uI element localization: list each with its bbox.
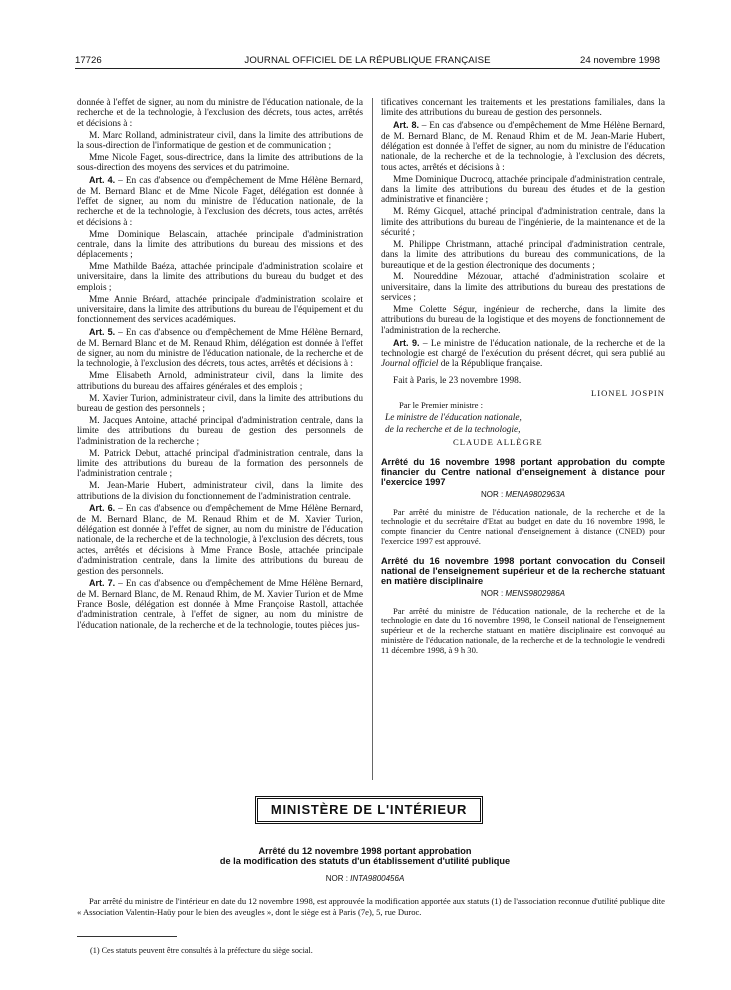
article-9 [381, 338, 665, 370]
arrete-body: Par arrêté du ministre de l'intérieur en date du 12 novembre 1998, est approuvée la modification apportée aux statuts (1) de l'association reconnue d'utilité publique dite « Association Valentin-Haüy pour le bien des aveugles », dont le siège est à Paris (7e), 5, rue Duroc. [77, 896, 665, 917]
paragraph: Mme Annie Bréard, attachée principale d'administration scolaire et universitaire, dans la limite des attributions du bureau de l'équipement et du fonctionnement des services académiques. [77, 294, 363, 326]
nor-reference [381, 589, 665, 599]
arrete-title: Arrêté du 16 novembre 1998 portant convocation du Conseil national de l'enseignement supérieur et de la recherche statuant en matière disciplinaire [381, 556, 665, 587]
paragraph: M. Rémy Gicquel, attaché principal d'administration centrale, dans la limite des attributions du bureau de l'ingénierie, de la maintenance et de la sécurité ; [381, 207, 665, 238]
article-6 [77, 503, 363, 576]
article-text: – En cas d'absence ou d'empêchement de Mme Hélène Bernard, de M. Bernard Blanc, de M. Renaud Rhim, de M. Xavier Turion et de Mme France Bosle, délégation est donnée à Mme Françoise Rastoll, attachée d'administration centrale, à l'effet de signer, au nom du ministre de l'éducation nationale, de la recherche et de la technologie, toutes pièces jus- [77, 579, 363, 631]
footnote: (1) Ces statuts peuvent être consultés à la préfecture du siège social. [90, 946, 313, 955]
column-separator [372, 98, 373, 780]
done-at: Fait à Paris, le 23 novembre 1998. [393, 375, 522, 386]
arrete-title: Arrêté du 16 novembre 1998 portant approbation du compte financier du Centre national d'enseignement à distance pour l'exercice 1997 [381, 457, 665, 488]
article-text: – En cas d'absence ou d'empêchement de Mme Hélène Bernard, de M. Bernard Blanc, de M. Renaud Rhim et de M. Jean-Marie Hubert, délégation est donnée à l'effet de signer, au nom du ministre de l'éducation nationale, de la recherche et de la technologie, à l'exclusion des décrets, tous actes, arrêtés et décisions à : [381, 121, 665, 173]
paragraph: M. Xavier Turion, administrateur civil, dans la limite des attributions du bureau de gestion des personnels ; [77, 393, 363, 414]
paragraph: tificatives concernant les traitements et les prestations familiales, dans la limite des attributions du bureau de gestion des personnels. [381, 98, 665, 119]
arrete-body: Par arrêté du ministre de l'éducation nationale, de la recherche et de la technologie et du secrétaire d'Etat au budget en date du 16 novembre 1998, le compte financier du Centre national d'enseignement à distance (CNED) pour l'exercice 1997 est approuvé. [381, 506, 665, 546]
page-number: 17726 [75, 55, 102, 66]
article-4 [77, 175, 363, 228]
header-rule [75, 68, 660, 69]
article-label: Art. 8. [393, 120, 419, 131]
article-label: Art. 4. [89, 175, 116, 186]
arrete-title-line: Arrêté du 12 novembre 1998 portant approbation [258, 846, 472, 856]
article-text: – Le ministre de l'éducation nationale, de la recherche et de la technologie est chargé de l'exécution du présent décret, qui sera publié au [381, 338, 665, 360]
paragraph: Mme Nicole Faget, sous-directrice, dans la limite des attributions de la sous-direction des moyens des services et du patrimoine. [77, 152, 363, 174]
article-text: – En cas d'absence ou d'empêchement de Mme Hélène Bernard, de M. Bernard Blanc, de M. Renaud Rhim et de M. Xavier Turion, délégation est donnée à l'effet de signer, au nom du ministre de l'éducation nationale, de la recherche et de la technologie, à l'exclusion des décrets, tous actes, arrêtés et décisions à Mme France Bosle, attachée principale d'administration centrale, dans la limite des attributions du bureau de gestion des personnels. [77, 504, 363, 577]
nor-reference [381, 490, 665, 500]
page-header [75, 55, 660, 69]
arrete-body: Par arrêté du ministre de l'éducation nationale, de la recherche et de la technologie en date du 16 novembre 1998, le Conseil national de l'enseignement supérieur et de la recherche statuant en matière disciplinaire est convoqué au ministère de l'éducation nationale, de la recherche et de la technologie le vendredi 11 décembre 1998, à 9 h 30. [381, 605, 665, 655]
minister-signature: CLAUDE ALLÈGRE [453, 436, 543, 447]
nor-label: NOR : [480, 490, 506, 500]
paragraph: M. Marc Rolland, administrateur civil, dans la limite des attributions de la sous-direction de l'informatique de gestion et de communication ; [77, 130, 363, 151]
article-label: Art. 6. [89, 503, 116, 514]
ministry-heading: MINISTÈRE DE L'INTÉRIEUR [255, 796, 483, 824]
pm-label: Par le Premier ministre : [399, 399, 484, 410]
paragraph: Mme Dominique Belascain, attachée principale d'administration centrale, dans la limite des attributions du bureau des missions et des déplacements ; [77, 229, 363, 261]
prime-minister-signature: LIONEL JOSPIN [590, 387, 665, 398]
article-label: Art. 5. [89, 327, 116, 338]
nor-reference [150, 874, 580, 883]
article-5 [77, 327, 363, 369]
arrete-title-line: de la modification des statuts d'un établissement d'utilité publique [219, 856, 511, 866]
paragraph: M. Philippe Christmann, attaché principal d'administration centrale, dans la limite des attributions du bureau des communications, de la bureautique et de la gestion électronique des documents ; [381, 239, 665, 271]
journal-name: Journal officiel [381, 359, 439, 370]
article-text: – En cas d'absence ou d'empêchement de Mme Hélène Bernard, de M. Bernard Blanc et de Mme Nicole Faget, délégation est donnée à l'effet de signer, au nom du ministre de l'éducation nationale, de la recherche et de la technologie, à l'exclusion des décrets, tous actes, arrêtés et décisions à : [77, 176, 363, 228]
footnote-rule [77, 936, 177, 937]
paragraph: M. Noureddine Mézouar, attaché d'administration scolaire et universitaire, dans la limite des attributions du bureau des prestations de services ; [381, 272, 665, 304]
nor-code: INTA9800456A [350, 874, 405, 883]
nor-label: NOR : [325, 874, 351, 883]
paragraph: M. Jacques Antoine, attaché principal d'administration centrale, dans la limite des attributions du bureau de gestion des personnels de l'administration de la recherche ; [77, 415, 363, 447]
article-8 [381, 120, 665, 173]
journal-title: JOURNAL OFFICIEL DE LA RÉPUBLIQUE FRANÇAISE [244, 55, 491, 66]
left-column [77, 98, 363, 633]
minister-title-line: Le ministre de l'éducation nationale, [385, 412, 522, 423]
paragraph: Mme Colette Ségur, ingénieur de recherche, dans la limite des attributions du bureau de la logistique et des moyens de fonctionnement de l'administration de la recherche. [381, 305, 665, 336]
issue-date: 24 novembre 1998 [579, 55, 660, 66]
paragraph: M. Patrick Debut, attaché principal d'administration centrale, dans la limite des attributions du bureau de la formation des personnels de l'administration centrale ; [77, 448, 363, 480]
right-column [381, 98, 665, 655]
article-label: Art. 7. [89, 578, 116, 589]
arrete-title [150, 846, 580, 866]
article-label: Art. 9. [393, 337, 420, 348]
nor-label: NOR : [480, 589, 506, 599]
minister-title-line: de la recherche et de la technologie, [385, 424, 521, 435]
article-text: de la République française. [438, 359, 543, 370]
nor-code: MENA9802963A [505, 490, 566, 500]
nor-code: MENS9802986A [505, 589, 566, 599]
article-text: – En cas d'absence ou d'empêchement de Mme Hélène Bernard, de M. Bernard Blanc et de M. Renaud Rhim, délégation est donnée à l'effet de signer, au nom du ministre de l'éducation nationale, de la recherche et de la technologie, à l'exclusion des décrets, tous actes, arrêtés et décisions à : [77, 328, 363, 370]
paragraph: donnée à l'effet de signer, au nom du ministre de l'éducation nationale, de la recherche et de la technologie, à l'exclusion des décrets, tous actes, arrêtés et décisions à : [77, 98, 363, 129]
paragraph: Mme Mathilde Baéza, attachée principale d'administration scolaire et universitaire, dans la limite des attributions du bureau du budget et des emplois ; [77, 262, 363, 293]
paragraph: Mme Elisabeth Arnold, administrateur civil, dans la limite des attributions du bureau des affaires générales et des emplois ; [77, 371, 363, 392]
paragraph: Mme Dominique Ducrocq, attachée principale d'administration centrale, dans la limite des attributions du bureau des études et de la gestion administrative et financière ; [381, 174, 665, 206]
article-7 [77, 578, 363, 631]
paragraph: M. Jean-Marie Hubert, administrateur civil, dans la limite des attributions de la division du fonctionnement de l'administration centrale. [77, 481, 363, 502]
